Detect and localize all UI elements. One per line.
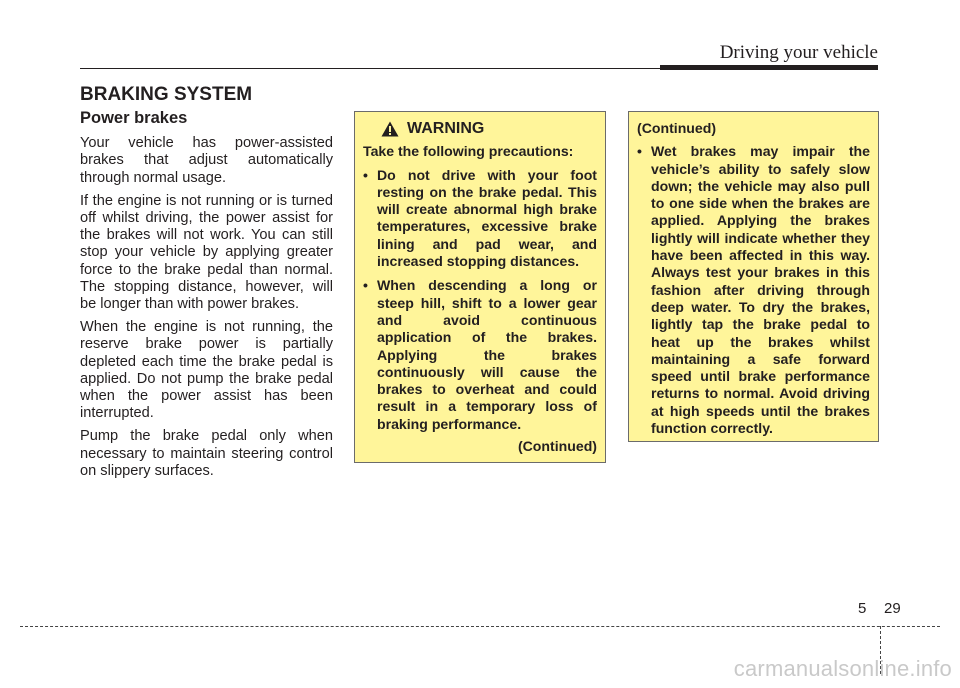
continued-label: (Continued)	[517, 438, 597, 455]
list-item-text: When descending a long or steep hill, shift to a lower gear and avoid continuous application of the brakes. Applying the brakes continuously will cause the brakes to overheat and could result in a temporary loss of braking performance.	[377, 277, 597, 432]
power-brakes-column	[80, 110, 333, 486]
watermark: carmanualsonline.info	[733, 656, 952, 681]
running-header-title: Driving your vehicle	[719, 42, 878, 63]
warning-title: WARNING	[407, 120, 485, 137]
header-rule-bar	[660, 65, 878, 70]
list-item	[637, 143, 870, 437]
chapter-number: 5	[858, 600, 867, 617]
paragraph: When the engine is not running, the reserve brake power is partially depleted each time the brake pedal is applied. Do not pump the brake pedal when the power assist has been interrupted.	[80, 319, 333, 422]
paragraph: If the engine is not running or is turned off whilst driving, the power assist for the brakes will not work. You can still stop your vehicle by applying greater force to the brake pedal than normal. The stopping distance, however, will be longer than with power brakes.	[80, 192, 333, 313]
list-item-text: Wet brakes may impair the vehicle’s ability to safely slow down; the vehicle may also pull to one side when the brakes are applied. Applying the brakes lightly will indicate whether they have been affected in this way. Always test your brakes in this fashion after driving through deep water. To dry the brakes, lightly tap the brake pedal to heat up the brakes whilst maintaining a safe forward speed until brake performance returns to normal. Avoid driving at high speeds until the brakes function correctly.	[651, 143, 870, 437]
section-heading: BRAKING SYSTEM	[80, 84, 253, 105]
continued-list	[637, 143, 870, 437]
paragraph: Your vehicle has power-assisted brakes that adjust automatically through normal usage.	[80, 135, 333, 186]
warning-list	[363, 167, 597, 433]
list-item	[363, 167, 597, 271]
bullet-symbol: •	[363, 166, 368, 183]
warning-triangle-icon	[381, 121, 399, 137]
continued-heading: (Continued)	[637, 120, 717, 136]
warning-box	[354, 111, 606, 463]
bullet-symbol: •	[637, 143, 642, 160]
header-rule	[80, 68, 660, 69]
warning-header	[363, 120, 597, 137]
warning-intro: Take the following precautions:	[363, 143, 574, 160]
footer-rule	[20, 626, 940, 627]
bullet-symbol: •	[363, 277, 368, 294]
power-brakes-subheading: Power brakes	[80, 109, 188, 127]
continued-warning-box	[628, 111, 879, 442]
page-number: 29	[884, 600, 901, 617]
paragraph: Pump the brake pedal only when necessary to maintain steering control on slippery surfaces.	[80, 428, 333, 479]
list-item-text: Do not drive with your foot resting on the brake pedal. This will create abnormal high brake temperatures, excessive brake lining and pad wear, and increased stopping distances.	[377, 166, 597, 270]
list-item	[363, 277, 597, 433]
